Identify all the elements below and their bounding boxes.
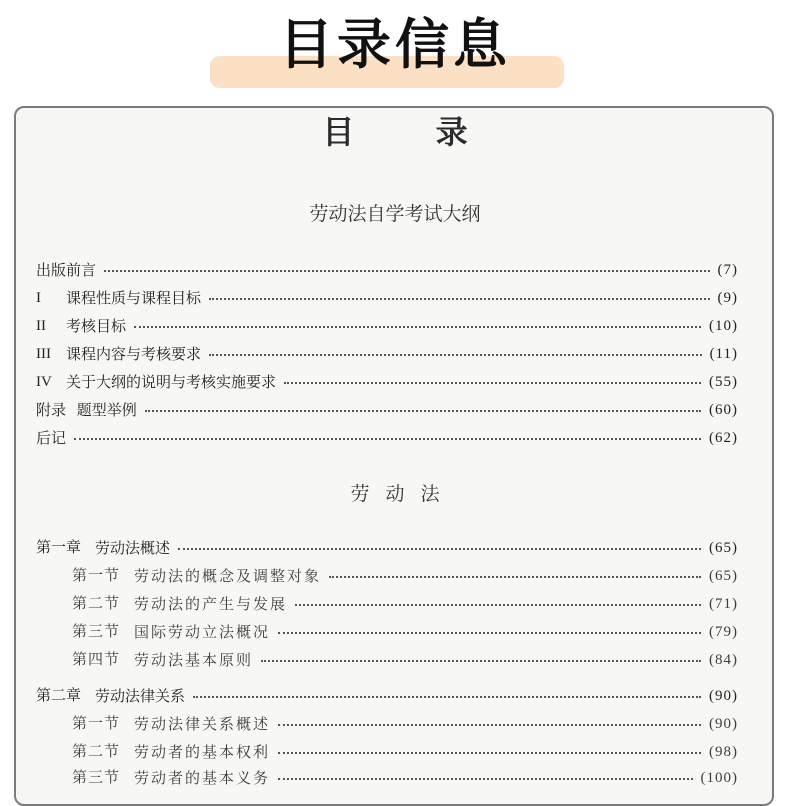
section-label: 第一节	[72, 716, 121, 732]
dot-leader	[209, 298, 709, 300]
section-title: 劳动者的基本权利	[134, 743, 271, 761]
toc-page-number: (60)	[709, 402, 738, 418]
toc-entry-title: 附录 题型举例	[36, 401, 137, 419]
toc-section-entry	[72, 766, 738, 790]
toc-page-number: (98)	[709, 744, 738, 760]
section-title-law: 劳 动 法	[350, 483, 440, 505]
page-title: 目 录	[322, 113, 468, 151]
toc-page-number: (84)	[709, 652, 738, 668]
dot-leader	[278, 724, 701, 726]
dot-leader	[74, 438, 701, 440]
section-title-syllabus: 劳动法自学考试大纲	[309, 203, 481, 225]
toc-section-entry	[72, 740, 738, 764]
dot-leader	[278, 752, 701, 754]
section-title: 国际劳动立法概况	[134, 623, 271, 641]
toc-page-number: (62)	[709, 430, 738, 446]
dot-leader	[261, 660, 701, 662]
section-label: 第二节	[72, 596, 121, 612]
chapter-title: 劳动法概述	[95, 539, 171, 557]
toc-page-number: (65)	[709, 568, 738, 584]
toc-page-number: (71)	[709, 596, 738, 612]
section-label: 第二节	[72, 744, 121, 760]
toc-entry-title: 课程性质与课程目标	[66, 289, 202, 307]
dot-leader	[329, 576, 701, 578]
toc-entry	[36, 314, 738, 338]
section-label: 第一节	[72, 568, 121, 584]
toc-entry-numeral: IV	[36, 374, 52, 390]
toc-page-number: (79)	[709, 624, 738, 640]
toc-page-number: (55)	[709, 374, 738, 390]
toc-page-number: (11)	[709, 346, 738, 362]
toc-section-entry	[72, 648, 738, 672]
dot-leader	[104, 270, 709, 272]
section-label: 第四节	[72, 652, 121, 668]
section-label: 第三节	[72, 624, 121, 640]
toc-section-entry	[72, 620, 738, 644]
toc-entry-numeral: III	[36, 346, 51, 362]
chapter-label: 第一章	[36, 540, 82, 556]
toc-page-number: (7)	[717, 262, 738, 278]
dot-leader	[284, 382, 701, 384]
toc-entry	[36, 426, 738, 450]
toc-entry-numeral: II	[36, 318, 46, 334]
toc-entry-title: 课程内容与考核要求	[66, 345, 202, 363]
toc-entry	[36, 398, 738, 422]
dot-leader	[278, 632, 701, 634]
banner-title: 目录信息	[279, 13, 511, 76]
section-title: 劳动法律关系概述	[134, 715, 271, 733]
toc-section-entry	[72, 564, 738, 588]
dot-leader	[145, 410, 701, 412]
dot-leader	[295, 604, 701, 606]
toc-entry-numeral: I	[36, 290, 41, 306]
toc-entry-title: 考核目标	[66, 317, 127, 335]
section-title: 劳动者的基本义务	[134, 769, 271, 787]
header-banner	[0, 0, 790, 100]
dot-leader	[134, 326, 701, 328]
dot-leader	[193, 696, 701, 698]
toc-entry	[36, 286, 738, 310]
toc-entry-title: 后记	[36, 429, 67, 447]
chapter-label: 第二章	[36, 688, 82, 704]
toc-entry	[36, 370, 738, 394]
dot-leader	[178, 548, 701, 550]
dot-leader	[209, 354, 702, 356]
section-title: 劳动法基本原则	[134, 651, 254, 669]
chapter-title: 劳动法律关系	[95, 687, 186, 705]
section-title: 劳动法的产生与发展	[134, 595, 288, 613]
toc-entry	[36, 258, 738, 282]
toc-entry	[36, 342, 738, 366]
toc-chapter-entry	[36, 536, 738, 560]
section-title: 劳动法的概念及调整对象	[134, 567, 322, 585]
toc-entry-title: 出版前言	[36, 261, 97, 279]
toc-section-entry	[72, 712, 738, 736]
toc-section-entry	[72, 592, 738, 616]
toc-page-number: (10)	[709, 318, 738, 334]
toc-page-number: (65)	[709, 540, 738, 556]
toc-page-number: (90)	[709, 716, 738, 732]
toc-page-number: (90)	[709, 688, 738, 704]
toc-entry-title: 关于大纲的说明与考核实施要求	[66, 373, 277, 391]
toc-chapter-entry	[36, 684, 738, 708]
toc-page-number: (9)	[717, 290, 738, 306]
section-label: 第三节	[72, 770, 121, 786]
toc-page-number: (100)	[700, 770, 738, 786]
dot-leader	[278, 778, 692, 780]
